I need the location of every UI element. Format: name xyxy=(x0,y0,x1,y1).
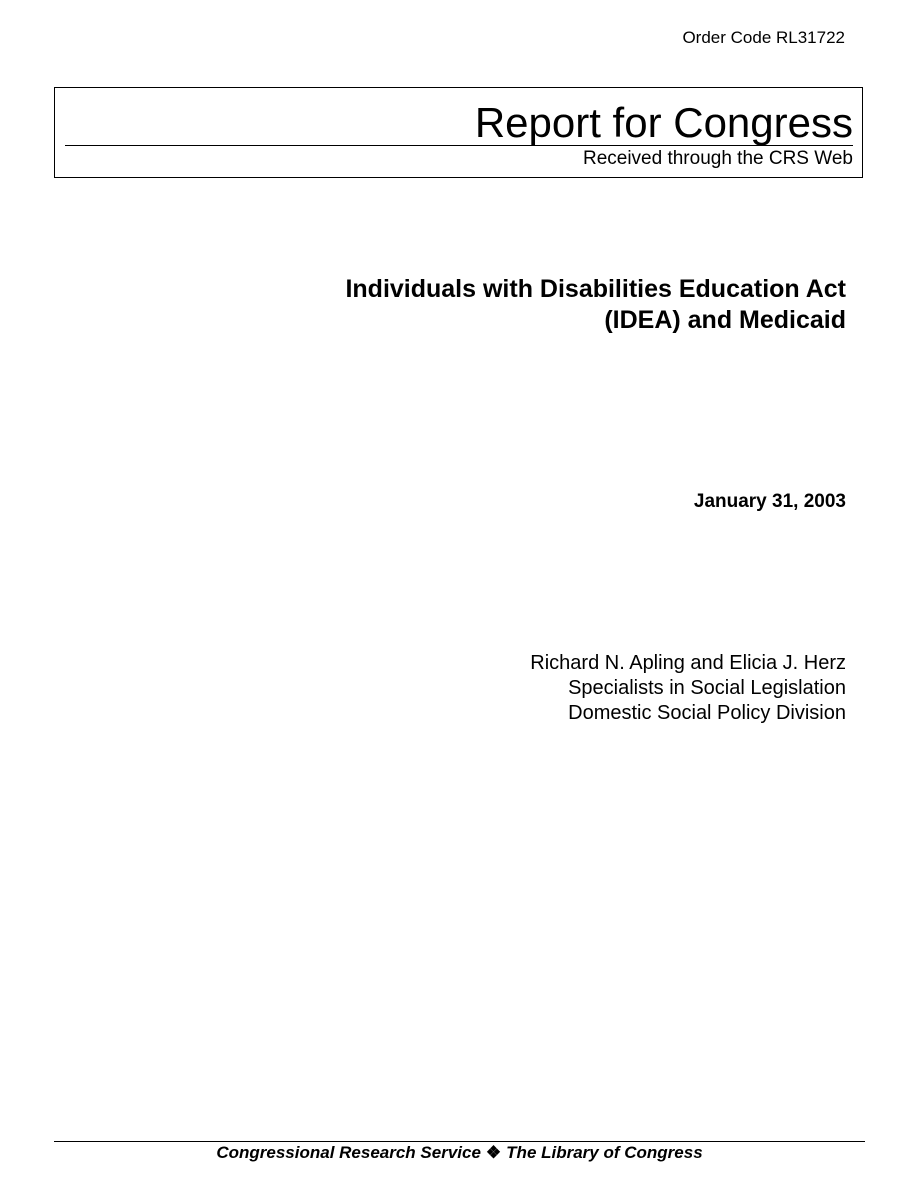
four-diamond-ornament-icon: ❖ xyxy=(485,1143,502,1162)
report-title xyxy=(345,274,846,336)
author-position: Specialists in Social Legislation xyxy=(568,677,846,699)
report-title-line: Individuals with Disabilities Education Act xyxy=(345,275,846,303)
author-names: Richard N. Apling and Elicia J. Herz xyxy=(530,652,846,674)
order-code: Order Code RL31722 xyxy=(682,28,845,47)
author-division: Domestic Social Policy Division xyxy=(568,702,846,724)
header-subtitle: Received through the CRS Web xyxy=(582,148,853,169)
footer-crs-label: Congressional Research Service xyxy=(216,1143,481,1162)
report-header-box xyxy=(54,87,863,178)
footer-loc-label: The Library of Congress xyxy=(506,1143,703,1162)
header-divider xyxy=(65,145,853,146)
footer xyxy=(54,1142,865,1164)
author-block xyxy=(530,651,846,726)
header-title: Report for Congress xyxy=(474,99,853,146)
report-date: January 31, 2003 xyxy=(693,491,846,512)
report-title-line: (IDEA) and Medicaid xyxy=(604,306,846,334)
